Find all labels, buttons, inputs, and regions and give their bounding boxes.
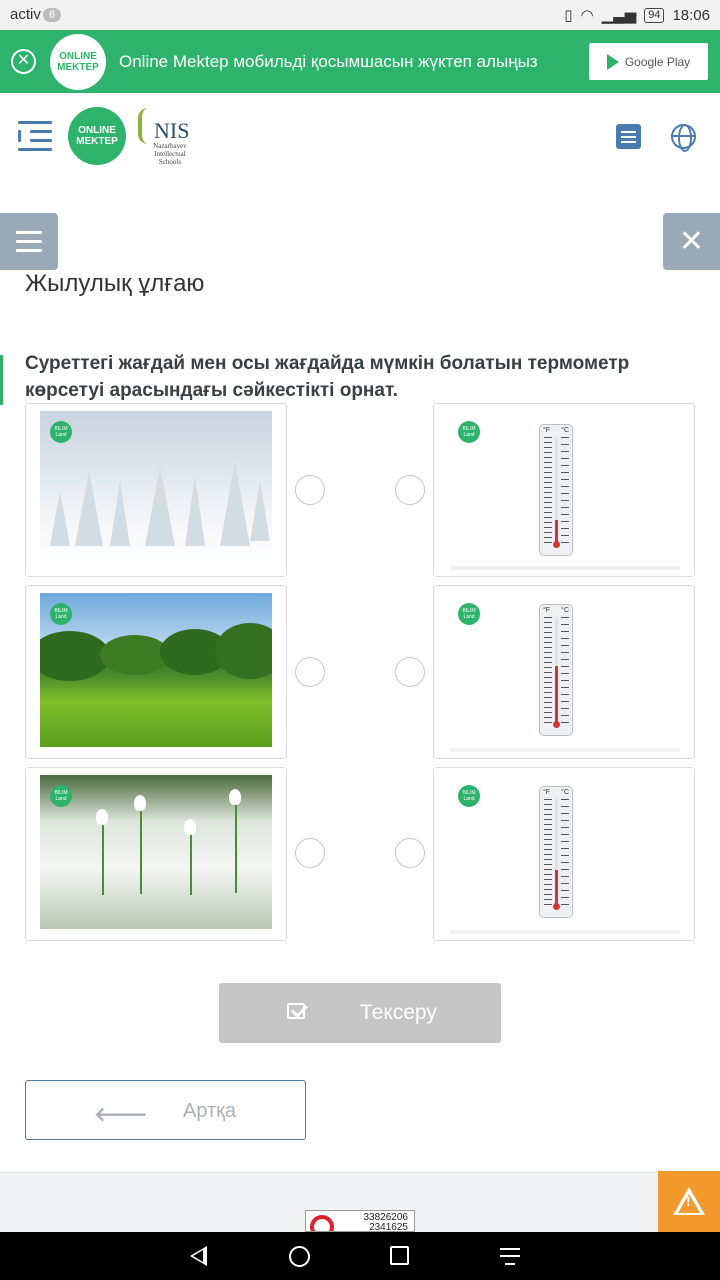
snowdrops-image [40, 775, 272, 929]
nav-home-icon[interactable] [289, 1246, 310, 1267]
thermometer-fill [555, 870, 558, 907]
celsius-label: °C [561, 427, 569, 434]
nav-back-icon[interactable] [190, 1246, 207, 1266]
match-right-card-2[interactable] [433, 585, 695, 759]
online-mektep-logo[interactable]: ONLINE MEKTEP [68, 107, 126, 165]
match-right-card-1[interactable] [433, 403, 695, 577]
banner-logo: ONLINE MEKTEP [50, 34, 106, 90]
vibrate-icon: ▯ [564, 7, 573, 24]
bilimland-badge-icon: BILIM Land [458, 603, 480, 625]
check-button[interactable] [219, 983, 501, 1043]
celsius-label: °C [561, 607, 569, 614]
nav-notifications-icon[interactable] [500, 1246, 520, 1266]
thermometer-1 [539, 424, 573, 556]
right-radio-3[interactable] [395, 838, 425, 868]
match-right-card-3[interactable] [433, 767, 695, 941]
left-radio-2[interactable] [295, 657, 325, 687]
winter-forest-image [40, 411, 272, 565]
match-left-card-2[interactable] [25, 585, 287, 759]
signal-icon: ▁▃▅ [601, 7, 637, 24]
report-issue-button[interactable]: ! [658, 1171, 720, 1232]
bilimland-badge-icon: BILIM Land [50, 603, 72, 625]
counter-value-1: 33826206 [363, 1212, 408, 1223]
right-radio-2[interactable] [395, 657, 425, 687]
visit-counter [305, 1210, 415, 1232]
google-play-icon [607, 54, 619, 70]
arrow-left-icon: 🡐 [94, 1104, 148, 1126]
nis-logo-subtitle: Nazarbayev Intellectual Schools [153, 142, 187, 166]
fahrenheit-label: °F [543, 789, 551, 796]
counter-value-2: 2341625 [369, 1222, 408, 1232]
thermometer-2 [539, 604, 573, 736]
google-play-label: Google Play [624, 54, 691, 69]
bilimland-badge-icon: BILIM Land [458, 421, 480, 443]
back-button[interactable] [25, 1080, 306, 1140]
check-button-label: Тексеру [360, 1001, 437, 1024]
google-play-button[interactable] [589, 43, 708, 80]
counter-logo-icon [310, 1215, 334, 1232]
wifi-icon: ◠ [580, 7, 594, 24]
back-button-label: Артқа [183, 1100, 237, 1122]
carrier-name: activ [10, 6, 41, 23]
hamburger-menu-button[interactable] [0, 213, 58, 270]
nis-logo-text: NIS [154, 118, 190, 143]
left-radio-3[interactable] [295, 838, 325, 868]
match-left-card-1[interactable] [25, 403, 287, 577]
list-icon[interactable] [616, 124, 641, 149]
menu-indent-icon[interactable] [18, 121, 52, 151]
bilimland-badge-icon: BILIM Land [50, 421, 72, 443]
left-radio-1[interactable] [295, 475, 325, 505]
question-accent-bar [0, 355, 3, 405]
status-bar [0, 0, 720, 30]
site-header [0, 93, 720, 183]
close-panel-button[interactable]: ✕ [663, 213, 720, 270]
nav-recents-icon[interactable] [390, 1246, 409, 1265]
banner-close-icon[interactable]: ✕ [11, 49, 36, 74]
status-right [564, 6, 710, 24]
checkbox-icon [287, 1003, 305, 1019]
fahrenheit-label: °F [543, 607, 551, 614]
notification-count: 6 [43, 8, 61, 22]
nis-logo [138, 108, 194, 166]
clock: 18:06 [672, 6, 710, 24]
globe-icon[interactable] [671, 124, 696, 149]
system-nav-bar [0, 1232, 720, 1280]
fahrenheit-label: °F [543, 427, 551, 434]
thermometer-3 [539, 786, 573, 918]
question-text: Суреттегі жағдай мен осы жағдайда мүмкін болатын термометр көрсетуі арасындағы сәйкестікті орнат. [25, 353, 630, 401]
battery-icon: 94 [644, 8, 664, 23]
right-radio-1[interactable] [395, 475, 425, 505]
celsius-label: °C [561, 789, 569, 796]
bilimland-badge-icon: BILIM Land [458, 785, 480, 807]
bilimland-badge-icon: BILIM Land [50, 785, 72, 807]
app-download-banner [0, 30, 720, 93]
thermometer-fill [555, 666, 558, 725]
page-title: Жылулық ұлғаю [25, 270, 205, 297]
banner-text: Online Mektep мобильді қосымшасын жүктеп алыңыз [119, 52, 538, 71]
summer-meadow-image [40, 593, 272, 747]
match-left-card-3[interactable] [25, 767, 287, 941]
